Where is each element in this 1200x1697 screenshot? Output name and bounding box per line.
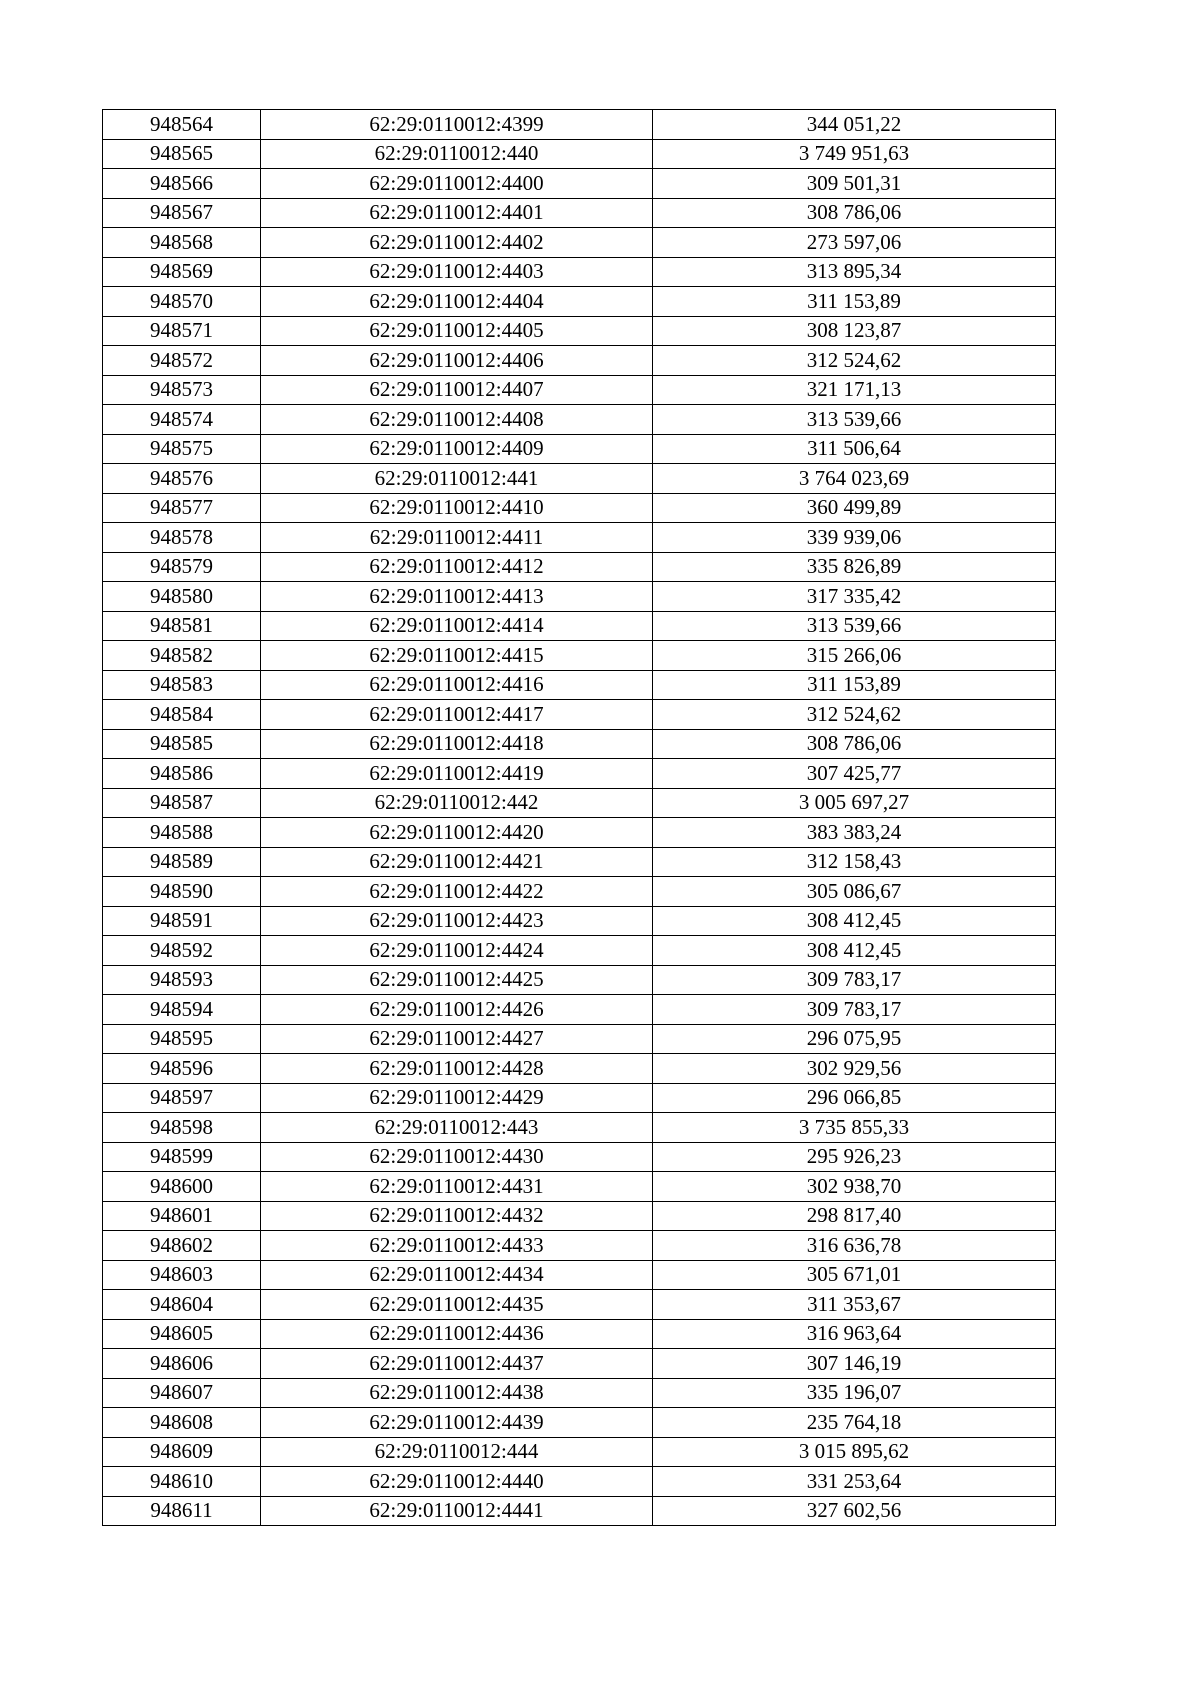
row-number-cell: 948608 [103,1408,261,1438]
table-row [103,198,1056,228]
cadastral-number-cell: 62:29:0110012:4422 [261,877,653,907]
row-number-cell: 948598 [103,1113,261,1143]
cadastral-number-cell: 62:29:0110012:4420 [261,818,653,848]
cadastral-number-cell: 62:29:0110012:444 [261,1437,653,1467]
cadastral-number-cell: 62:29:0110012:4425 [261,965,653,995]
table-row [103,818,1056,848]
cadastral-value-cell: 3 005 697,27 [653,788,1056,818]
cadastral-number-cell: 62:29:0110012:4437 [261,1349,653,1379]
row-number-cell: 948585 [103,729,261,759]
table-row [103,346,1056,376]
cadastral-value-cell: 383 383,24 [653,818,1056,848]
table-row [103,847,1056,877]
cadastral-value-cell: 313 539,66 [653,611,1056,641]
table-row [103,1467,1056,1497]
row-number-cell: 948600 [103,1172,261,1202]
table-row [103,405,1056,435]
table-row [103,523,1056,553]
cadastral-value-cell: 298 817,40 [653,1201,1056,1231]
row-number-cell: 948569 [103,257,261,287]
row-number-cell: 948580 [103,582,261,612]
cadastral-value-cell: 305 086,67 [653,877,1056,907]
table-row [103,464,1056,494]
cadastral-number-cell: 62:29:0110012:4404 [261,287,653,317]
table-row [103,552,1056,582]
row-number-cell: 948568 [103,228,261,258]
cadastral-value-cell: 308 786,06 [653,729,1056,759]
cadastral-number-cell: 62:29:0110012:4413 [261,582,653,612]
cadastral-number-cell: 62:29:0110012:4435 [261,1290,653,1320]
row-number-cell: 948571 [103,316,261,346]
row-number-cell: 948611 [103,1496,261,1526]
cadastral-number-cell: 62:29:0110012:4409 [261,434,653,464]
row-number-cell: 948570 [103,287,261,317]
cadastral-number-cell: 62:29:0110012:4414 [261,611,653,641]
row-number-cell: 948603 [103,1260,261,1290]
row-number-cell: 948564 [103,110,261,140]
cadastral-value-cell: 312 524,62 [653,346,1056,376]
row-number-cell: 948566 [103,169,261,199]
cadastral-number-cell: 62:29:0110012:4430 [261,1142,653,1172]
cadastral-number-cell: 62:29:0110012:4407 [261,375,653,405]
cadastral-number-cell: 62:29:0110012:4424 [261,936,653,966]
table-row [103,1172,1056,1202]
table-body [103,110,1056,1526]
cadastral-number-cell: 62:29:0110012:4410 [261,493,653,523]
cadastral-value-cell: 307 425,77 [653,759,1056,789]
row-number-cell: 948607 [103,1378,261,1408]
row-number-cell: 948605 [103,1319,261,1349]
cadastral-value-cell: 335 826,89 [653,552,1056,582]
row-number-cell: 948590 [103,877,261,907]
row-number-cell: 948577 [103,493,261,523]
cadastral-value-cell: 327 602,56 [653,1496,1056,1526]
row-number-cell: 948604 [103,1290,261,1320]
cadastral-value-cell: 313 895,34 [653,257,1056,287]
cadastral-value-cell: 295 926,23 [653,1142,1056,1172]
cadastral-value-cell: 312 158,43 [653,847,1056,877]
row-number-cell: 948582 [103,641,261,671]
row-number-cell: 948594 [103,995,261,1025]
cadastral-value-cell: 311 353,67 [653,1290,1056,1320]
cadastral-value-cell: 344 051,22 [653,110,1056,140]
row-number-cell: 948583 [103,670,261,700]
cadastral-value-cell: 308 123,87 [653,316,1056,346]
cadastral-number-cell: 62:29:0110012:4417 [261,700,653,730]
cadastral-value-cell: 316 636,78 [653,1231,1056,1261]
table-row [103,1378,1056,1408]
table-row [103,1231,1056,1261]
table-row [103,1054,1056,1084]
cadastral-number-cell: 62:29:0110012:4406 [261,346,653,376]
table-row [103,641,1056,671]
cadastral-value-cell: 235 764,18 [653,1408,1056,1438]
cadastral-number-cell: 62:29:0110012:4408 [261,405,653,435]
row-number-cell: 948567 [103,198,261,228]
table-row [103,493,1056,523]
table-row [103,582,1056,612]
cadastral-value-cell: 308 412,45 [653,936,1056,966]
cadastral-number-cell: 62:29:0110012:4399 [261,110,653,140]
row-number-cell: 948587 [103,788,261,818]
row-number-cell: 948591 [103,906,261,936]
row-number-cell: 948565 [103,139,261,169]
row-number-cell: 948586 [103,759,261,789]
cadastral-value-cell: 312 524,62 [653,700,1056,730]
row-number-cell: 948602 [103,1231,261,1261]
row-number-cell: 948593 [103,965,261,995]
row-number-cell: 948606 [103,1349,261,1379]
row-number-cell: 948609 [103,1437,261,1467]
table-row [103,1113,1056,1143]
table-row [103,1201,1056,1231]
cadastral-value-cell: 309 783,17 [653,995,1056,1025]
table-row [103,700,1056,730]
table-row [103,1024,1056,1054]
row-number-cell: 948599 [103,1142,261,1172]
row-number-cell: 948588 [103,818,261,848]
cadastral-number-cell: 62:29:0110012:4429 [261,1083,653,1113]
table-row [103,936,1056,966]
table-row [103,434,1056,464]
cadastral-value-cell: 317 335,42 [653,582,1056,612]
row-number-cell: 948576 [103,464,261,494]
table-row [103,139,1056,169]
cadastral-value-cell: 311 153,89 [653,287,1056,317]
cadastral-value-cell: 313 539,66 [653,405,1056,435]
cadastral-number-cell: 62:29:0110012:4428 [261,1054,653,1084]
row-number-cell: 948595 [103,1024,261,1054]
table-row [103,1260,1056,1290]
cadastral-value-cell: 302 929,56 [653,1054,1056,1084]
cadastral-number-cell: 62:29:0110012:443 [261,1113,653,1143]
cadastral-value-cell: 3 764 023,69 [653,464,1056,494]
cadastral-number-cell: 62:29:0110012:4439 [261,1408,653,1438]
table-row [103,110,1056,140]
cadastral-number-cell: 62:29:0110012:4403 [261,257,653,287]
table-row [103,169,1056,199]
cadastral-value-cell: 339 939,06 [653,523,1056,553]
table-row [103,788,1056,818]
cadastral-number-cell: 62:29:0110012:442 [261,788,653,818]
table-row [103,1496,1056,1526]
table-row [103,1142,1056,1172]
row-number-cell: 948584 [103,700,261,730]
cadastral-number-cell: 62:29:0110012:4412 [261,552,653,582]
table-row [103,1349,1056,1379]
cadastral-number-cell: 62:29:0110012:4431 [261,1172,653,1202]
table-row [103,729,1056,759]
cadastral-value-cell: 302 938,70 [653,1172,1056,1202]
cadastral-value-cell: 316 963,64 [653,1319,1056,1349]
cadastral-number-cell: 62:29:0110012:4432 [261,1201,653,1231]
row-number-cell: 948589 [103,847,261,877]
table-row [103,877,1056,907]
cadastral-number-cell: 62:29:0110012:4411 [261,523,653,553]
cadastral-number-cell: 62:29:0110012:4427 [261,1024,653,1054]
cadastral-number-cell: 62:29:0110012:4421 [261,847,653,877]
table-row [103,1408,1056,1438]
cadastral-number-cell: 62:29:0110012:4418 [261,729,653,759]
cadastral-number-cell: 62:29:0110012:4436 [261,1319,653,1349]
cadastral-value-cell: 308 786,06 [653,198,1056,228]
cadastral-value-cell: 309 783,17 [653,965,1056,995]
cadastral-value-cell: 321 171,13 [653,375,1056,405]
cadastral-value-cell: 311 153,89 [653,670,1056,700]
cadastral-number-cell: 62:29:0110012:4440 [261,1467,653,1497]
cadastral-value-cell: 3 015 895,62 [653,1437,1056,1467]
table-row [103,995,1056,1025]
cadastral-number-cell: 62:29:0110012:4401 [261,198,653,228]
table-row [103,906,1056,936]
cadastral-number-cell: 62:29:0110012:4423 [261,906,653,936]
table-row [103,257,1056,287]
row-number-cell: 948597 [103,1083,261,1113]
cadastral-number-cell: 62:29:0110012:441 [261,464,653,494]
cadastral-number-cell: 62:29:0110012:4402 [261,228,653,258]
cadastral-number-cell: 62:29:0110012:4400 [261,169,653,199]
cadastral-number-cell: 62:29:0110012:4419 [261,759,653,789]
table-row [103,1290,1056,1320]
cadastral-value-cell: 309 501,31 [653,169,1056,199]
table-row [103,375,1056,405]
table-row [103,287,1056,317]
cadastral-number-cell: 62:29:0110012:4416 [261,670,653,700]
cadastral-number-cell: 62:29:0110012:4426 [261,995,653,1025]
row-number-cell: 948579 [103,552,261,582]
cadastral-value-cell: 307 146,19 [653,1349,1056,1379]
row-number-cell: 948596 [103,1054,261,1084]
cadastral-value-cell: 360 499,89 [653,493,1056,523]
cadastral-number-cell: 62:29:0110012:4433 [261,1231,653,1261]
table-row [103,1437,1056,1467]
cadastral-number-cell: 62:29:0110012:4438 [261,1378,653,1408]
row-number-cell: 948573 [103,375,261,405]
cadastral-value-cell: 3 735 855,33 [653,1113,1056,1143]
row-number-cell: 948574 [103,405,261,435]
cadastral-value-cell: 308 412,45 [653,906,1056,936]
cadastral-value-table [102,109,1056,1526]
row-number-cell: 948572 [103,346,261,376]
row-number-cell: 948578 [103,523,261,553]
table-row [103,1319,1056,1349]
cadastral-value-cell: 296 066,85 [653,1083,1056,1113]
row-number-cell: 948575 [103,434,261,464]
table-row [103,611,1056,641]
cadastral-value-cell: 335 196,07 [653,1378,1056,1408]
table-row [103,316,1056,346]
cadastral-value-cell: 315 266,06 [653,641,1056,671]
cadastral-number-cell: 62:29:0110012:4441 [261,1496,653,1526]
cadastral-value-cell: 273 597,06 [653,228,1056,258]
cadastral-number-cell: 62:29:0110012:440 [261,139,653,169]
row-number-cell: 948592 [103,936,261,966]
cadastral-value-cell: 3 749 951,63 [653,139,1056,169]
cadastral-number-cell: 62:29:0110012:4415 [261,641,653,671]
cadastral-value-cell: 296 075,95 [653,1024,1056,1054]
row-number-cell: 948581 [103,611,261,641]
table-row [103,228,1056,258]
cadastral-value-cell: 311 506,64 [653,434,1056,464]
table-row [103,965,1056,995]
row-number-cell: 948610 [103,1467,261,1497]
table-row [103,1083,1056,1113]
cadastral-number-cell: 62:29:0110012:4434 [261,1260,653,1290]
cadastral-number-cell: 62:29:0110012:4405 [261,316,653,346]
table-row [103,670,1056,700]
cadastral-value-cell: 331 253,64 [653,1467,1056,1497]
row-number-cell: 948601 [103,1201,261,1231]
cadastral-value-cell: 305 671,01 [653,1260,1056,1290]
table-row [103,759,1056,789]
